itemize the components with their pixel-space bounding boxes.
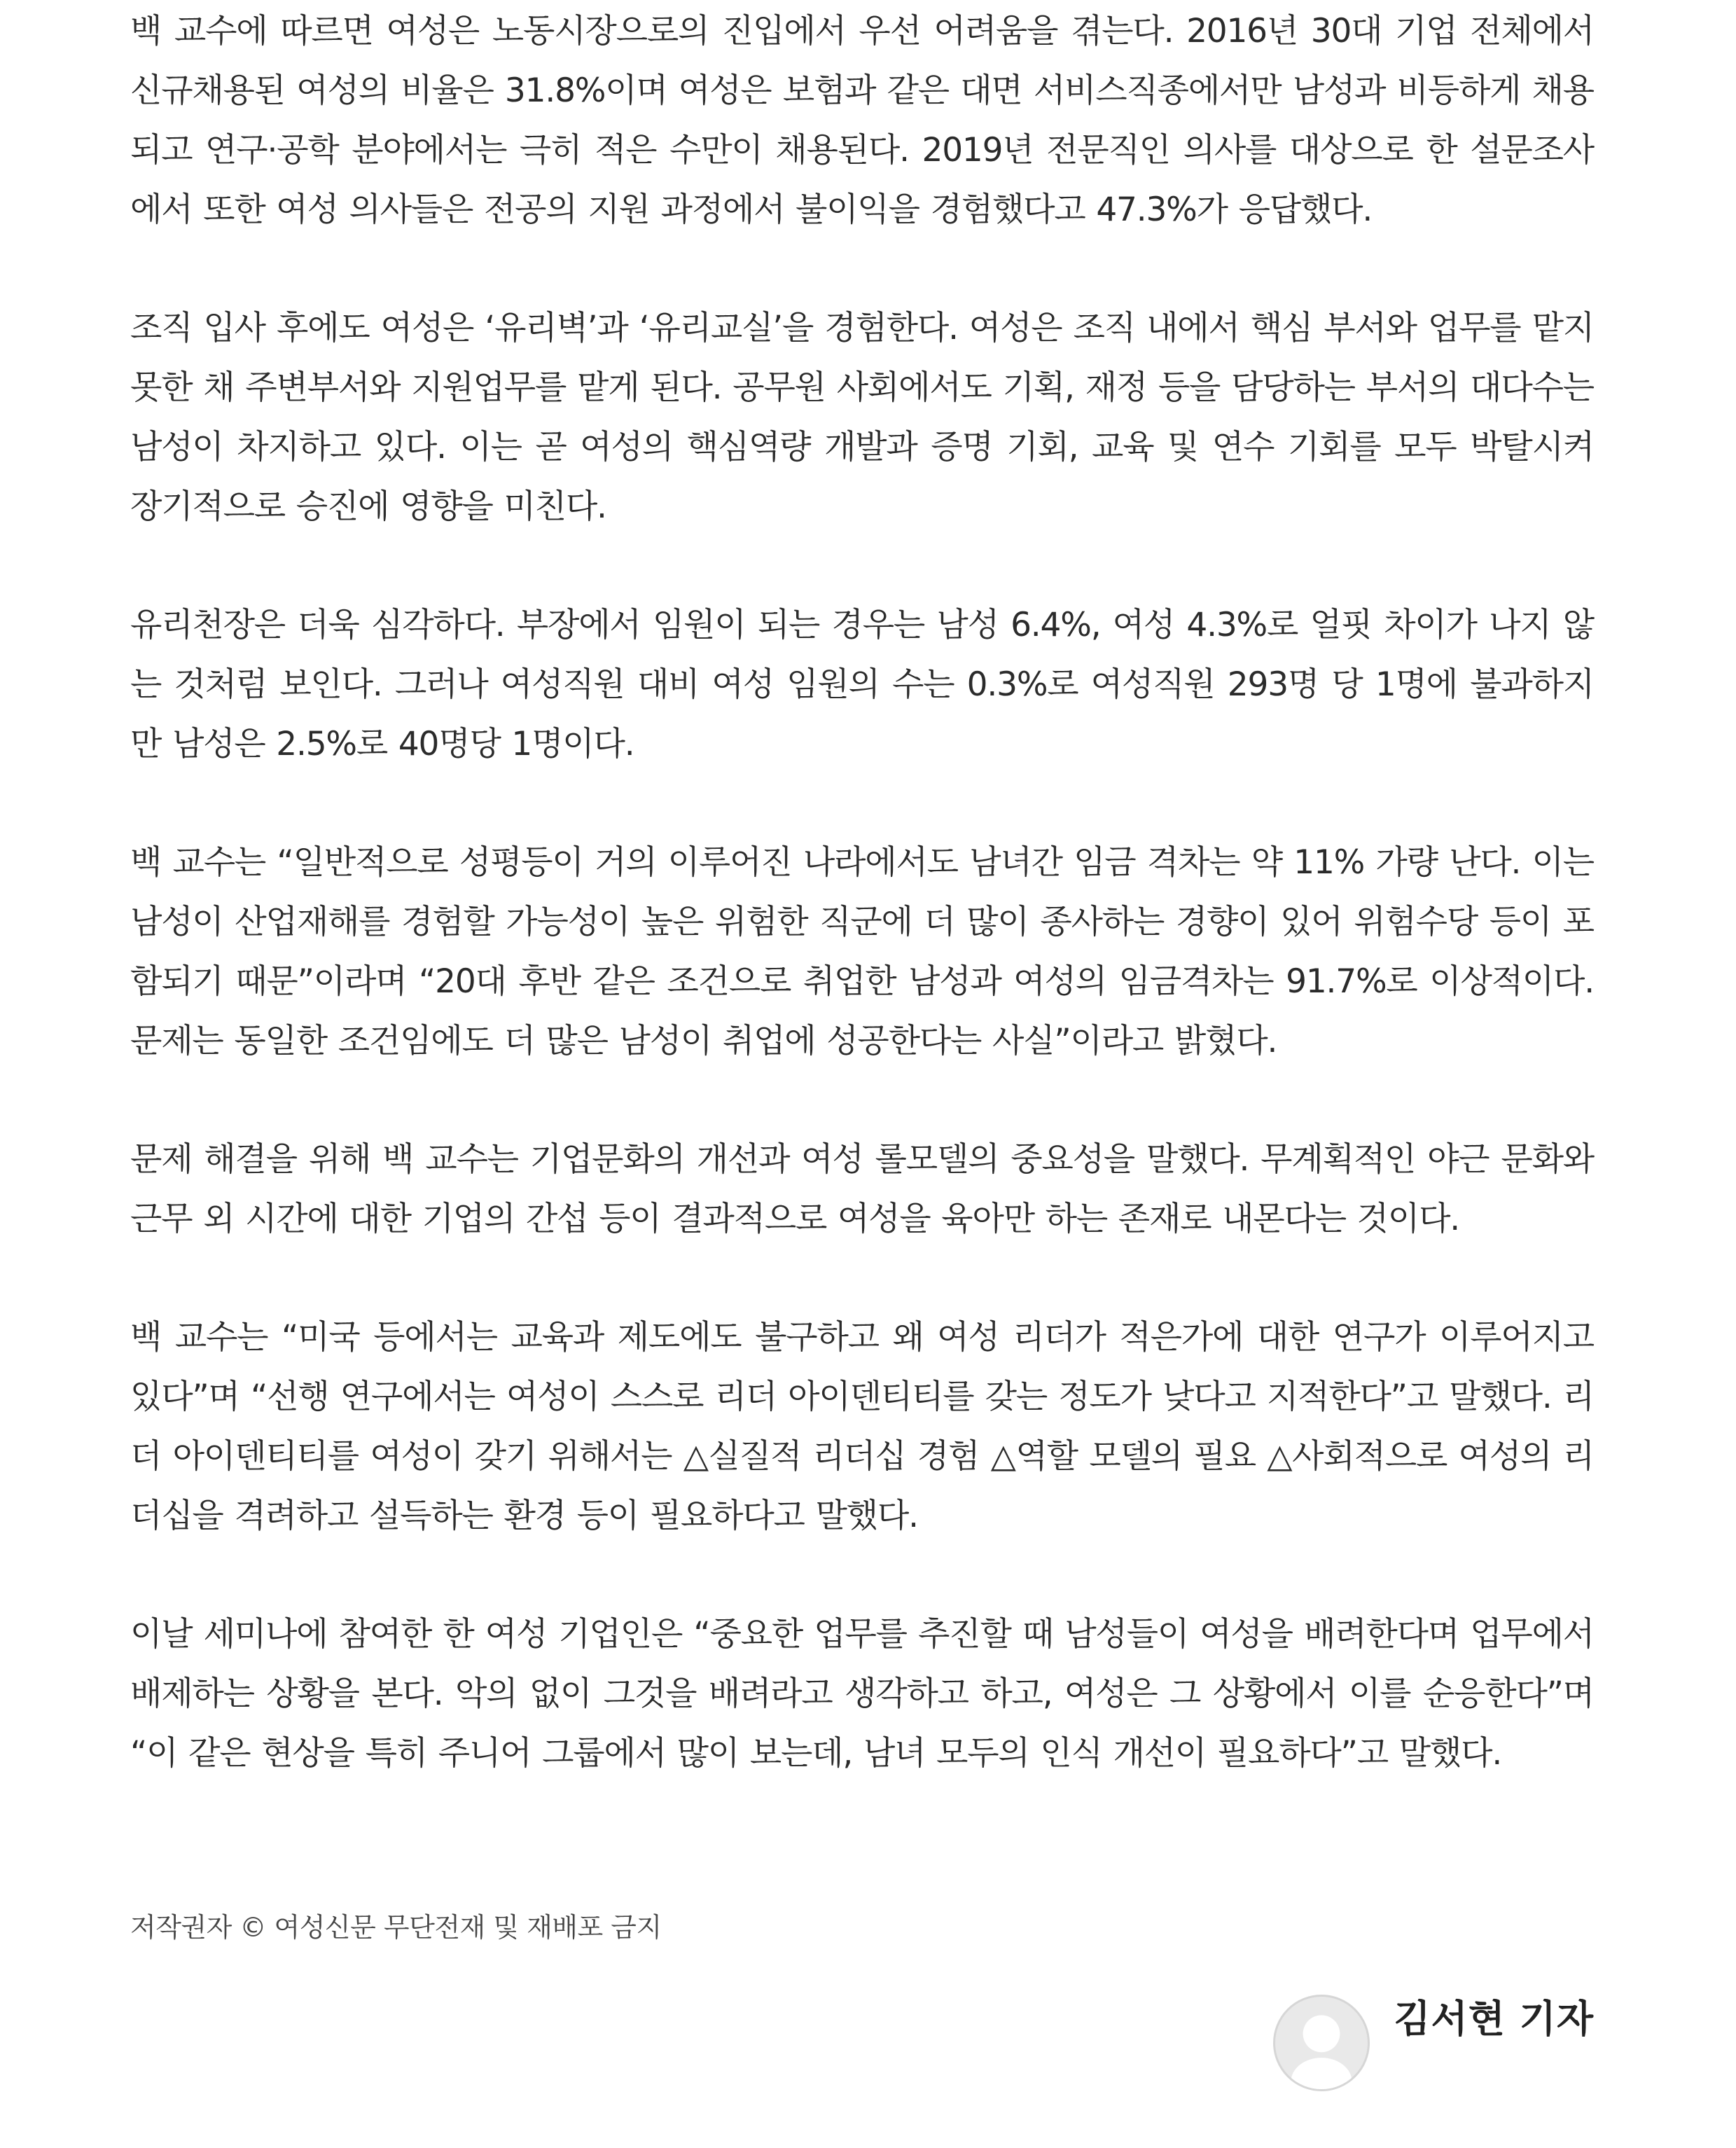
article-paragraph-4: 백 교수는 “일반적으로 성평등이 거의 이루어진 나라에서도 남녀간 임금 격차는 약 11% 가량 난다. 이는 남성이 산업재해를 경험할 가능성이 높은 위험한 직군에 더 많이 종사하는 경향이 있어 위험수당 등이 포함되기 때문”이라며 “20대 후반 같은 조건으로 취업한 남성과 여성의 임금격차는 91.7%로 이상적이다. 문제는 동일한 조건임에도 더 많은 남성이 취업에 성공한다는 사실”이라고 밝혔다.	[130, 843, 1594, 1060]
article-paragraph-2: 조직 입사 후에도 여성은 ‘유리벽’과 ‘유리교실’을 경험한다. 여성은 조직 내에서 핵심 부서와 업무를 맡지 못한 채 주변부서와 지원업무를 맡게 된다. 공무원 사회에서도 기획, 재정 등을 담당하는 부서의 대다수는 남성이 차지하고 있다. 이는 곧 여성의 핵심역량 개발과 증명 기회, 교육 및 연수 기회를 모두 박탈시켜 장기적으로 승진에 영향을 미친다.	[130, 309, 1594, 526]
article-paragraph-3: 유리천장은 더욱 심각하다. 부장에서 임원이 되는 경우는 남성 6.4%, 여성 4.3%로 얼핏 차이가 나지 않는 것처럼 보인다. 그러나 여성직원 대비 여성 임원의 수는 0.3%로 여성직원 293명 당 1명에 불과하지만 남성은 2.5%로 40명당 1명이다.	[130, 606, 1594, 763]
article-paragraph-6: 백 교수는 “미국 등에서는 교육과 제도에도 불구하고 왜 여성 리더가 적은가에 대한 연구가 이루어지고 있다”며 “선행 연구에서는 여성이 스스로 리더 아이덴티티를 갖는 정도가 낮다고 지적한다”고 말했다. 리더 아이덴티티를 여성이 갖기 위해서는 △실질적 리더십 경험 △역할 모델의 필요 △사회적으로 여성의 리더십을 격려하고 설득하는 환경 등이 필요하다고 말했다.	[130, 1318, 1594, 1535]
user-silhouette-icon[interactable]	[1273, 1995, 1370, 2091]
reporter-name[interactable]: 김서현 기자	[1394, 1997, 1594, 2041]
copyright-notice: 저작권자 © 여성신문 무단전재 및 재배포 금지	[130, 1912, 662, 1943]
article-paragraph-5: 문제 해결을 위해 백 교수는 기업문화의 개선과 여성 롤모델의 중요성을 말했다. 무계획적인 야근 문화와 근무 외 시간에 대한 기업의 간섭 등이 결과적으로 여성을 육아만 하는 존재로 내몬다는 것이다.	[130, 1140, 1594, 1238]
article-body	[130, 1, 1594, 1842]
article-paragraph-7: 이날 세미나에 참여한 한 여성 기업인은 “중요한 업무를 추진할 때 남성들이 여성을 배려한다며 업무에서 배제하는 상황을 본다. 악의 없이 그것을 배려라고 생각하고 하고, 여성은 그 상황에서 이를 순응한다”며 “이 같은 현상을 특히 주니어 그룹에서 많이 보는데, 남녀 모두의 인식 개선이 필요하다”고 말했다.	[130, 1615, 1594, 1773]
article-paragraph-1: 백 교수에 따르면 여성은 노동시장으로의 진입에서 우선 어려움을 겪는다. 2016년 30대 기업 전체에서 신규채용된 여성의 비율은 31.8%이며 여성은 보험과 같은 대면 서비스직종에서만 남성과 비등하게 채용되고 연구·공학 분야에서는 극히 적은 수만이 채용된다. 2019년 전문직인 의사를 대상으로 한 설문조사에서 또한 여성 의사들은 전공의 지원 과정에서 불이익을 경험했다고 47.3%가 응답했다.	[130, 12, 1594, 229]
reporter-byline[interactable]	[1273, 1993, 1594, 2091]
